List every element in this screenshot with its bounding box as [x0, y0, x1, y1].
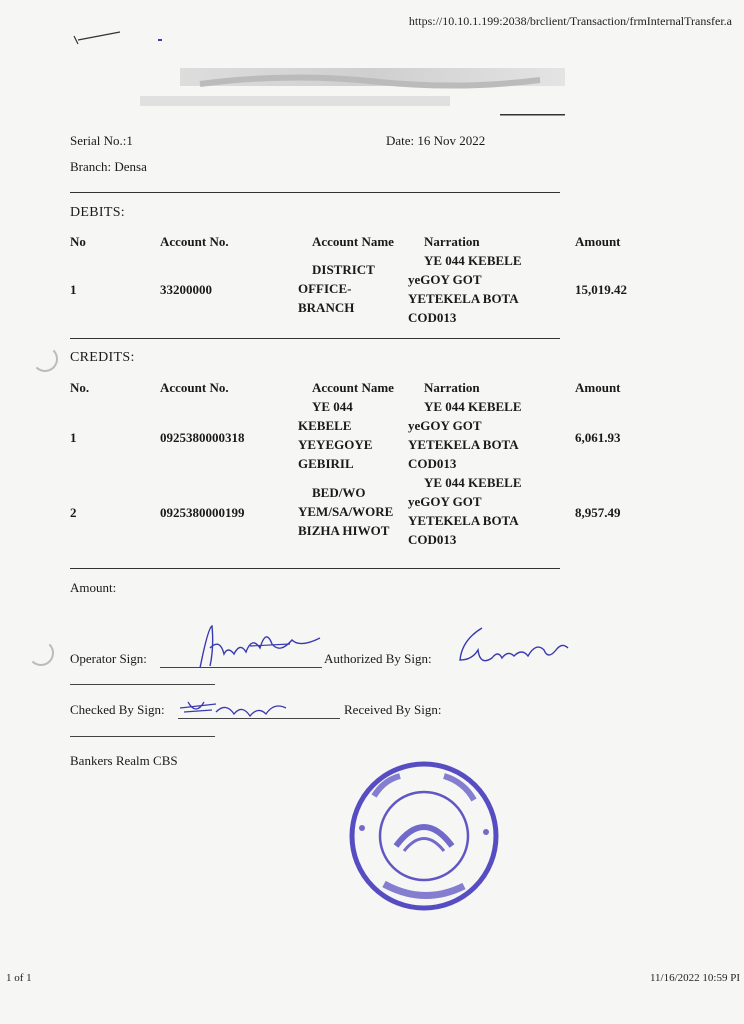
debits-col-no: No: [70, 234, 86, 249]
account-name-line: BIZHA HIWOT: [298, 523, 390, 538]
amount-label: Amount:: [70, 580, 117, 595]
account-name-line: OFFICE-: [298, 281, 352, 296]
divider: [70, 192, 560, 193]
bank-stamp-seal: [344, 756, 504, 916]
credits-col-amount: Amount: [575, 380, 621, 395]
transaction-date: Date: 16 Nov 2022: [386, 133, 486, 148]
table-row-account-no: 0925380000318: [160, 430, 245, 445]
print-timestamp: 11/16/2022 10:59 PI: [649, 972, 740, 984]
debits-col-account-name: Account Name: [312, 234, 394, 249]
narration-line: YETEKELA BOTA: [408, 513, 519, 528]
table-row-account-no: 0925380000199: [160, 505, 245, 520]
account-name-line: YEM/SA/WORE: [298, 504, 394, 519]
authorized-signature: [452, 620, 572, 670]
punch-hole-mark: [28, 640, 54, 666]
narration-line: YE 044 KEBELE: [424, 475, 522, 490]
table-row-amount: 6,061.93: [575, 430, 621, 445]
debits-col-amount: Amount: [575, 234, 621, 249]
print-url: https://10.10.1.199:2038/brclient/Transaction/frmInternalTransfer.a: [408, 14, 732, 28]
signature-line: [70, 684, 215, 685]
account-name-line: KEBELE: [298, 418, 352, 433]
table-row-amount: 8,957.49: [575, 505, 621, 520]
account-name-line: BRANCH: [298, 300, 355, 315]
account-name-line: YE 044: [312, 399, 353, 414]
table-row-narration: [408, 251, 558, 327]
narration-line: COD013: [408, 456, 457, 471]
narration-line: YE 044 KEBELE: [424, 253, 522, 268]
table-row-narration: [408, 397, 558, 473]
table-row-narration: [408, 473, 558, 549]
narration-line: COD013: [408, 310, 457, 325]
page-count: 1 of 1: [6, 972, 32, 984]
checked-signature: [176, 694, 296, 724]
credits-col-account-name: Account Name: [312, 380, 394, 395]
branch-name: Branch: Densa: [70, 159, 147, 174]
divider: [70, 568, 560, 569]
signature-line: [70, 736, 215, 737]
narration-line: yeGOY GOT: [408, 272, 482, 287]
account-name-line: GEBIRIL: [298, 456, 354, 471]
account-name-line: YEYEGOYE: [298, 437, 373, 452]
received-sign-label: Received By Sign:: [344, 702, 442, 717]
table-row-no: 1: [70, 282, 77, 297]
table-row-account-name: [298, 483, 393, 540]
table-row-no: 2: [70, 505, 77, 520]
checked-sign-label: Checked By Sign:: [70, 702, 165, 717]
table-row-amount: 15,019.42: [575, 282, 627, 297]
narration-line: yeGOY GOT: [408, 494, 482, 509]
account-name-line: BED/WO: [312, 485, 366, 500]
system-name: Bankers Realm CBS: [70, 753, 178, 768]
table-row-account-no: 33200000: [160, 282, 212, 297]
debits-col-narration: Narration: [424, 234, 480, 249]
operator-sign-label: Operator Sign:: [70, 651, 147, 666]
credits-col-account-no: Account No.: [160, 380, 229, 395]
credits-col-narration: Narration: [424, 380, 480, 395]
authorized-sign-label: Authorized By Sign:: [324, 651, 432, 666]
divider: [70, 338, 560, 339]
narration-line: YE 044 KEBELE: [424, 399, 522, 414]
bank-logo-header: [140, 68, 565, 116]
debits-title: DEBITS:: [70, 205, 125, 220]
table-row-account-name: [298, 260, 375, 317]
debits-col-account-no: Account No.: [160, 234, 229, 249]
narration-line: yeGOY GOT: [408, 418, 482, 433]
punch-hole-mark: [32, 346, 58, 372]
pen-mark: [70, 22, 170, 52]
table-row-account-name: [298, 397, 372, 473]
account-name-line: DISTRICT: [312, 262, 375, 277]
narration-line: YETEKELA BOTA: [408, 437, 519, 452]
table-row-no: 1: [70, 430, 77, 445]
narration-line: YETEKELA BOTA: [408, 291, 519, 306]
narration-line: COD013: [408, 532, 457, 547]
credits-col-no: No.: [70, 380, 90, 395]
serial-number: Serial No.:1: [70, 133, 133, 148]
operator-signature: [180, 618, 325, 674]
credits-title: CREDITS:: [70, 350, 135, 365]
